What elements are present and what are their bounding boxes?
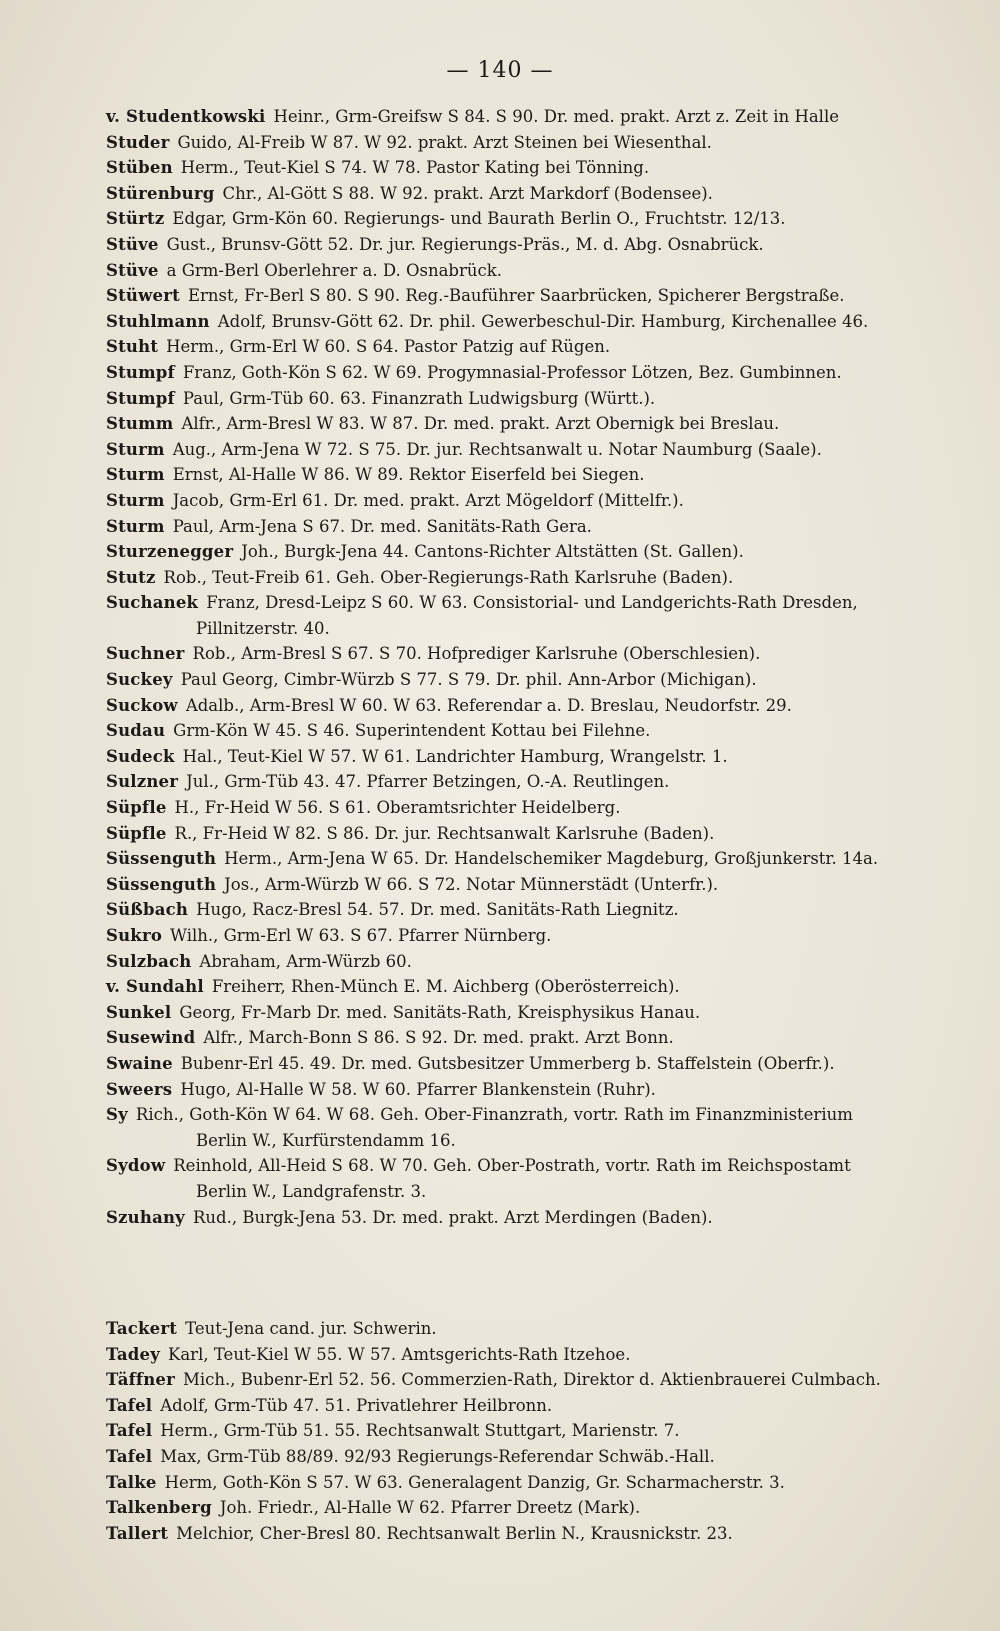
entry-details: Hugo, Al-Halle W 58. W 60. Pfarrer Blankenstein (Ruhr). bbox=[180, 1079, 656, 1099]
entry-details: Paul Georg, Cimbr-Würzb S 77. S 79. Dr. phil. Ann-Arbor (Michigan). bbox=[180, 670, 757, 690]
entry-details: Herm., Teut-Kiel S 74. W 78. Pastor Kating bei Tönning. bbox=[180, 158, 650, 178]
entry-name: Sulzbach bbox=[106, 951, 192, 971]
entry-name: Sulzner bbox=[106, 772, 179, 792]
directory-entry bbox=[106, 437, 986, 463]
directory-entry bbox=[106, 386, 986, 412]
directory-entry bbox=[106, 206, 986, 232]
entry-details: Wilh., Grm-Erl W 63. S 67. Pfarrer Nürnberg. bbox=[170, 926, 552, 945]
entry-details: Karl, Teut-Kiel W 55. W 57. Amtsgerichts-Rath Itzehoe. bbox=[168, 1344, 631, 1364]
entry-details: Rich., Goth-Kön W 64. W 68. Geh. Ober-Finanzrath, vortr. Rath im Finanzministerium bbox=[135, 1105, 853, 1125]
directory-entry bbox=[106, 1393, 986, 1419]
entry-details: Bubenr-Erl 45. 49. Dr. med. Gutsbesitzer Ummerberg b. Staffelstein (Oberfr.). bbox=[180, 1053, 835, 1073]
directory-entry bbox=[106, 334, 986, 360]
entry-name: Talkenberg bbox=[106, 1498, 212, 1518]
entry-details: Freiherr, Rhen-Münch E. M. Aichberg (Oberösterreich). bbox=[211, 977, 680, 997]
entry-details: Paul, Arm-Jena S 67. Dr. med. Sanitäts-Rath Gera. bbox=[172, 516, 592, 536]
directory-entry bbox=[106, 514, 986, 540]
entry-details: Max, Grm-Tüb 88/89. 92/93 Regierungs-Referendar Schwäb.-Hall. bbox=[160, 1446, 715, 1466]
entry-details: Teut-Jena cand. jur. Schwerin. bbox=[185, 1319, 437, 1338]
entry-details: Chr., Al-Gött S 88. W 92. prakt. Arzt Markdorf (Bodensee). bbox=[222, 183, 713, 203]
entry-name: Talke bbox=[106, 1472, 157, 1492]
entry-details: Edgar, Grm-Kön 60. Regierungs- und Baurath Berlin O., Fruchtstr. 12/13. bbox=[172, 209, 786, 229]
entry-name: Sudau bbox=[106, 721, 166, 741]
entry-details: Paul, Grm-Tüb 60. 63. Finanzrath Ludwigsburg (Württ.). bbox=[182, 388, 656, 408]
entry-name: Susewind bbox=[106, 1028, 196, 1048]
directory-entry bbox=[106, 1316, 986, 1342]
entry-name: Tallert bbox=[106, 1523, 169, 1543]
directory-entry bbox=[106, 104, 986, 130]
directory-entry bbox=[106, 795, 986, 821]
entry-details: Herm., Arm-Jena W 65. Dr. Handelschemiker Magdeburg, Großjunkerstr. 14a. bbox=[224, 849, 879, 869]
entry-details: Herm, Goth-Kön S 57. W 63. Generalagent Danzig, Gr. Scharmacherstr. 3. bbox=[164, 1472, 785, 1492]
entry-details: Hugo, Racz-Bresl 54. 57. Dr. med. Sanitäts-Rath Liegnitz. bbox=[196, 900, 679, 920]
entry-name: Sy bbox=[106, 1105, 128, 1125]
directory-entry bbox=[106, 488, 986, 514]
entry-name: Tadey bbox=[106, 1344, 161, 1364]
directory-entry bbox=[106, 872, 986, 898]
entry-details: Berlin W., Kurfürstendamm 16. bbox=[196, 1130, 456, 1150]
directory-entry bbox=[106, 1495, 986, 1521]
directory-entry bbox=[106, 1521, 986, 1547]
entries-t-section bbox=[106, 1316, 986, 1546]
entry-details: Aug., Arm-Jena W 72. S 75. Dr. jur. Rechtsanwalt u. Notar Naumburg (Saale). bbox=[172, 439, 822, 459]
directory-entry bbox=[106, 360, 986, 386]
entry-details: Gust., Brunsv-Gött 52. Dr. jur. Regierungs-Präs., M. d. Abg. Osnabrück. bbox=[166, 234, 764, 254]
entry-name: Suchanek bbox=[106, 593, 199, 613]
entry-name: Stumm bbox=[106, 414, 174, 434]
entry-name: Stürtz bbox=[106, 209, 165, 229]
entry-details: Heinr., Grm-Greifsw S 84. S 90. Dr. med. prakt. Arzt z. Zeit in Halle bbox=[273, 107, 840, 126]
entry-details: Jacob, Grm-Erl 61. Dr. med. prakt. Arzt Mögeldorf (Mittelfr.). bbox=[172, 490, 684, 510]
entry-details: Abraham, Arm-Würzb 60. bbox=[199, 951, 412, 971]
directory-entry bbox=[106, 1367, 986, 1393]
entry-name: Sydow bbox=[106, 1156, 166, 1176]
directory-entry bbox=[106, 590, 986, 616]
directory-entry bbox=[106, 1025, 986, 1051]
directory-entry bbox=[106, 232, 986, 258]
entry-details: Adolf, Brunsv-Gött 62. Dr. phil. Gewerbeschul-Dir. Hamburg, Kirchenallee 46. bbox=[217, 311, 869, 331]
directory-entry bbox=[106, 949, 986, 975]
directory-entry bbox=[106, 667, 986, 693]
entry-details: Franz, Dresd-Leipz S 60. W 63. Consistorial- und Landgerichts-Rath Dresden, bbox=[206, 593, 858, 613]
directory-entry bbox=[106, 974, 986, 1000]
entry-name: Tafel bbox=[106, 1395, 153, 1415]
directory-entry bbox=[106, 1077, 986, 1103]
entry-name: Sudeck bbox=[106, 746, 175, 766]
entry-details: Berlin W., Landgrafenstr. 3. bbox=[196, 1181, 427, 1201]
entries-s-section bbox=[106, 104, 986, 1230]
entry-details: Grm-Kön W 45. S 46. Superintendent Kottau bei Filehne. bbox=[173, 721, 651, 741]
entry-name: v. Studentkowski bbox=[106, 107, 266, 126]
entry-details: Alfr., Arm-Bresl W 83. W 87. Dr. med. prakt. Arzt Obernigk bei Breslau. bbox=[181, 414, 780, 434]
entry-name: Sturm bbox=[106, 439, 165, 459]
directory-entry bbox=[106, 1418, 986, 1444]
entry-name: Stuhlmann bbox=[106, 311, 210, 331]
directory-entry bbox=[106, 821, 986, 847]
directory-entry bbox=[106, 1000, 986, 1026]
directory-entry bbox=[106, 462, 986, 488]
entry-name: Stuht bbox=[106, 337, 159, 357]
directory-entry bbox=[106, 411, 986, 437]
directory-entry bbox=[106, 846, 986, 872]
entry-name: Sturzenegger bbox=[106, 542, 234, 562]
entry-details: Ernst, Fr-Berl S 80. S 90. Reg.-Bauführer Saarbrücken, Spicherer Bergstraße. bbox=[187, 286, 845, 306]
entry-name: Suckey bbox=[106, 670, 173, 690]
entry-name: Täffner bbox=[106, 1370, 175, 1390]
directory-entry bbox=[106, 718, 986, 744]
entry-continuation bbox=[106, 1128, 986, 1154]
directory-entry bbox=[106, 769, 986, 795]
entry-name: Stumpf bbox=[106, 362, 175, 382]
entry-name: Süpfle bbox=[106, 798, 167, 818]
entry-name: Stürenburg bbox=[106, 183, 215, 203]
entry-details: Herm., Grm-Tüb 51. 55. Rechtsanwalt Stuttgart, Marienstr. 7. bbox=[160, 1421, 680, 1441]
entry-name: Szuhany bbox=[106, 1207, 185, 1227]
entry-name: Stüwert bbox=[106, 286, 180, 306]
directory-entry bbox=[106, 1444, 986, 1470]
directory-entry bbox=[106, 309, 986, 335]
entry-details: Reinhold, All-Heid S 68. W 70. Geh. Ober-Postrath, vortr. Rath im Reichspostamt bbox=[173, 1156, 851, 1176]
entry-name: Suckow bbox=[106, 695, 178, 715]
entry-details: Ernst, Al-Halle W 86. W 89. Rektor Eiserfeld bei Siegen. bbox=[172, 465, 645, 485]
page-number: — 140 — bbox=[446, 58, 554, 83]
entry-name: Suchner bbox=[106, 644, 185, 664]
entry-name: Stüve bbox=[106, 234, 159, 254]
entry-name: Studer bbox=[106, 132, 170, 152]
entry-name: Sturm bbox=[106, 516, 165, 536]
entry-details: Rud., Burgk-Jena 53. Dr. med. prakt. Arzt Merdingen (Baden). bbox=[192, 1207, 713, 1227]
entry-name: Süssenguth bbox=[106, 874, 217, 894]
entry-name: Sweers bbox=[106, 1079, 173, 1099]
directory-entry bbox=[106, 897, 986, 923]
directory-entry bbox=[106, 1470, 986, 1496]
entry-name: Stüve bbox=[106, 260, 159, 280]
entry-details: a Grm-Berl Oberlehrer a. D. Osnabrück. bbox=[166, 260, 502, 280]
entry-details: R., Fr-Heid W 82. S 86. Dr. jur. Rechtsanwalt Karlsruhe (Baden). bbox=[174, 823, 715, 843]
directory-entry bbox=[106, 1051, 986, 1077]
entry-details: Jul., Grm-Tüb 43. 47. Pfarrer Betzingen, O.-A. Reutlingen. bbox=[186, 772, 670, 792]
entry-details: H., Fr-Heid W 56. S 61. Oberamtsrichter Heidelberg. bbox=[174, 798, 621, 818]
entry-name: Stumpf bbox=[106, 388, 175, 408]
entry-details: Rob., Teut-Freib 61. Geh. Ober-Regierungs-Rath Karlsruhe (Baden). bbox=[163, 567, 734, 587]
entry-continuation bbox=[106, 616, 986, 642]
entry-name: Süssenguth bbox=[106, 849, 217, 869]
entry-name: Stutz bbox=[106, 567, 156, 587]
entry-name: Stüben bbox=[106, 158, 173, 178]
entry-name: Sturm bbox=[106, 490, 165, 510]
directory-entry bbox=[106, 155, 986, 181]
entry-details: Adolf, Grm-Tüb 47. 51. Privatlehrer Heilbronn. bbox=[160, 1395, 553, 1415]
entry-details: Pillnitzerstr. 40. bbox=[196, 618, 330, 638]
directory-entry bbox=[106, 1205, 986, 1231]
directory-entry bbox=[106, 565, 986, 591]
entry-name: Sunkel bbox=[106, 1002, 172, 1022]
entry-name: Süpfle bbox=[106, 823, 167, 843]
entry-details: Rob., Arm-Bresl S 67. S 70. Hofprediger Karlsruhe (Oberschlesien). bbox=[192, 644, 761, 664]
entry-name: Swaine bbox=[106, 1053, 173, 1073]
entry-name: v. Sundahl bbox=[106, 977, 204, 997]
entry-details: Guido, Al-Freib W 87. W 92. prakt. Arzt Steinen bei Wiesenthal. bbox=[177, 132, 712, 152]
entry-details: Georg, Fr-Marb Dr. med. Sanitäts-Rath, Kreisphysikus Hanau. bbox=[179, 1002, 701, 1022]
entry-details: Joh. Friedr., Al-Halle W 62. Pfarrer Dreetz (Mark). bbox=[219, 1498, 641, 1518]
entry-name: Sturm bbox=[106, 465, 165, 485]
entry-details: Hal., Teut-Kiel W 57. W 61. Landrichter Hamburg, Wrangelstr. 1. bbox=[182, 746, 728, 766]
entry-name: Tackert bbox=[106, 1319, 178, 1338]
directory-entry bbox=[106, 641, 986, 667]
directory-entry bbox=[106, 1153, 986, 1179]
entry-name: Tafel bbox=[106, 1446, 153, 1466]
directory-entry bbox=[106, 130, 986, 156]
directory-entry bbox=[106, 181, 986, 207]
entry-details: Mich., Bubenr-Erl 52. 56. Commerzien-Rath, Direktor d. Aktienbrauerei Culmbach. bbox=[182, 1370, 881, 1390]
entry-details: Joh., Burgk-Jena 44. Cantons-Richter Altstätten (St. Gallen). bbox=[241, 542, 744, 562]
directory-entry bbox=[106, 923, 986, 949]
entry-name: Tafel bbox=[106, 1421, 153, 1441]
entry-details: Melchior, Cher-Bresl 80. Rechtsanwalt Berlin N., Krausnickstr. 23. bbox=[176, 1523, 733, 1543]
directory-entry bbox=[106, 539, 986, 565]
entry-details: Herm., Grm-Erl W 60. S 64. Pastor Patzig auf Rügen. bbox=[166, 337, 611, 357]
entry-name: Süßbach bbox=[106, 900, 189, 920]
entry-details: Alfr., March-Bonn S 86. S 92. Dr. med. prakt. Arzt Bonn. bbox=[203, 1028, 674, 1048]
directory-entry bbox=[106, 258, 986, 284]
entry-details: Adalb., Arm-Bresl W 60. W 63. Referendar a. D. Breslau, Neudorfstr. 29. bbox=[185, 695, 792, 715]
entry-continuation bbox=[106, 1179, 986, 1205]
entry-details: Franz, Goth-Kön S 62. W 69. Progymnasial-Professor Lötzen, Bez. Gumbinnen. bbox=[182, 362, 842, 382]
entry-details: Jos., Arm-Würzb W 66. S 72. Notar Münnerstädt (Unterfr.). bbox=[224, 874, 719, 894]
directory-entry bbox=[106, 744, 986, 770]
entry-name: Sukro bbox=[106, 926, 163, 945]
directory-entry bbox=[106, 1102, 986, 1128]
directory-entry bbox=[106, 1342, 986, 1368]
directory-entry bbox=[106, 693, 986, 719]
directory-entry bbox=[106, 283, 986, 309]
